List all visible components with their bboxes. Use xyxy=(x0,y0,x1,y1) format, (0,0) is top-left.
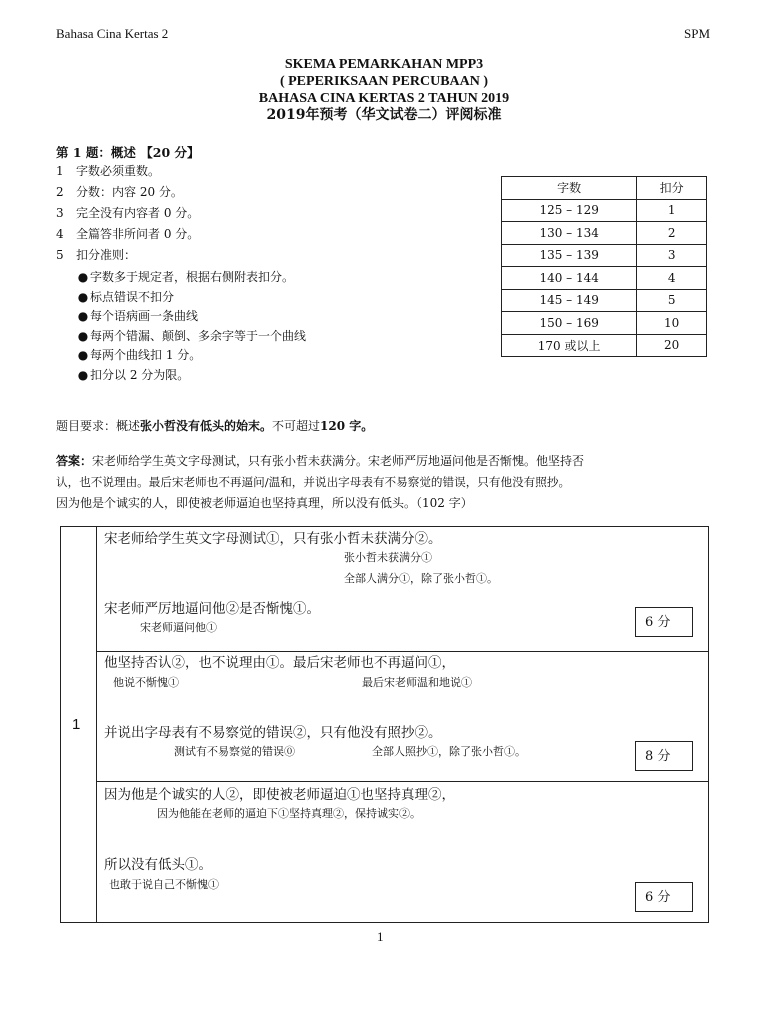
table-header-cell: 扣分 xyxy=(637,177,707,200)
bullet-text: 每两个错漏、颠倒、多余字等于一个曲线 xyxy=(90,328,307,343)
section-2-sub-1a: 他说不惭愧① xyxy=(113,676,179,689)
bullet-text: 扣分以 2 分为限。 xyxy=(90,367,190,382)
section-3-sub-1: 因为他能在老师的逼迫下①坚持真理②，保持诚实②。 xyxy=(157,807,421,820)
section-2-main-2: 并说出字母表有不易察觉的错误②，只有他没有照抄②。 xyxy=(104,725,442,741)
table-row xyxy=(502,334,707,357)
answer-text: 宋老师给学生英文字母测试，只有张小哲未获满分。宋老师严厉地逼问他是否惭愧。他坚持否 xyxy=(92,454,585,468)
bullet-text: 每个语病画一条曲线 xyxy=(90,309,199,323)
table-cell: 20 xyxy=(637,334,707,357)
bullet-dot-icon: ● xyxy=(77,328,89,343)
requirement xyxy=(56,416,373,437)
answer-label: 答案： xyxy=(56,454,93,468)
table-cell: 3 xyxy=(637,244,707,267)
table-cell: 130 – 134 xyxy=(502,222,637,245)
requirement-limit: 120 字。 xyxy=(320,419,374,433)
deduction-table xyxy=(501,176,707,357)
bullet-dot-icon: ● xyxy=(77,289,89,304)
section-3-sub-2: 也敢于说自己不惭愧① xyxy=(109,878,219,891)
bullet-item xyxy=(76,307,306,327)
rule-item xyxy=(56,203,199,224)
rule-item xyxy=(56,182,199,203)
table-header-row xyxy=(502,177,707,200)
answer-line: 因为他是个诚实的人，即使被老师逼迫也坚持真理，所以没有低头。（102 字） xyxy=(56,496,473,510)
row-divider xyxy=(96,781,709,782)
section-3-main-2: 所以没有低头①。 xyxy=(104,857,212,873)
table-cell: 2 xyxy=(637,222,707,245)
section-2-sub-2a: 测试有不易察觉的错误⓪ xyxy=(174,745,295,758)
header-right: SPM xyxy=(684,26,711,41)
table-row xyxy=(502,222,707,245)
answer-line xyxy=(56,451,756,472)
section-1-main-2: 宋老师严厉地逼问他②是否惭愧①。 xyxy=(104,601,320,617)
rule-number: 2 xyxy=(56,185,64,199)
section-2-sub-2b: 全部人照抄①，除了张小哲①。 xyxy=(372,745,526,758)
table-row xyxy=(502,312,707,335)
table-row xyxy=(502,199,707,222)
answer-line: 认，也不说理由。最后宋老师也不再逼问/温和，并说出字母表有不易察觉的错误，只有他没有照抄。 xyxy=(56,475,571,489)
bullet-text: 标点错误不扣分 xyxy=(90,289,175,304)
section-2-sub-1b: 最后宋老师温和地说① xyxy=(362,676,472,689)
bullet-item xyxy=(76,366,306,386)
row-divider xyxy=(96,651,709,652)
bullet-text: 每两个曲线扣 1 分。 xyxy=(90,348,202,362)
section-1-main-1: 宋老师给学生英文字母测试①，只有张小哲未获满分②。 xyxy=(104,531,442,547)
section-2-main-1: 他坚持否认②，也不说理由①。最后宋老师也不再逼问①， xyxy=(104,655,455,671)
bullet-dot-icon: ● xyxy=(77,309,89,323)
bullet-list xyxy=(76,268,306,385)
rule-number: 5 xyxy=(56,248,64,262)
rule-item xyxy=(56,224,199,245)
title-line-4: 2019年预考（华文试卷二）评阅标准 xyxy=(266,107,502,123)
table-cell: 1 xyxy=(637,199,707,222)
section-2-score: 8 分 xyxy=(635,741,693,771)
rule-text: 完全没有内容者 0 分。 xyxy=(76,206,200,220)
rule-text: 分数：内容 20 分。 xyxy=(76,185,183,199)
title-line-2: ( PEPERIKSAAN PERCUBAAN ) xyxy=(279,74,489,89)
title-line-1: SKEMA PEMARKAHAN MPP3 xyxy=(284,57,484,72)
bullet-item xyxy=(76,346,306,366)
table-cell: 10 xyxy=(637,312,707,335)
table-row xyxy=(502,267,707,290)
question-number: 1 xyxy=(72,716,81,733)
bullet-item xyxy=(76,288,306,308)
question-heading-text: 第 1 题：概述 【20 分】 xyxy=(56,145,200,160)
table-cell: 170 或以上 xyxy=(502,334,637,357)
section-3-main-1: 因为他是个诚实的人②，即使被老师逼迫①也坚持真理②， xyxy=(104,787,455,803)
rule-item xyxy=(56,245,199,266)
section-1-sub-2: 宋老师逼问他① xyxy=(140,621,217,634)
rule-text: 扣分准则： xyxy=(76,248,137,262)
bullet-dot-icon: ● xyxy=(77,348,89,362)
rule-number: 3 xyxy=(56,206,64,220)
table-cell: 140 – 144 xyxy=(502,267,637,290)
bullet-text: 字数多于规定者，根据右侧附表扣分。 xyxy=(90,270,295,284)
rule-number: 1 xyxy=(56,164,64,178)
table-row xyxy=(502,244,707,267)
section-3-score: 6 分 xyxy=(635,882,693,912)
rules-list xyxy=(56,161,199,266)
bullet-dot-icon: ● xyxy=(77,270,89,284)
bullet-item xyxy=(76,327,306,347)
bullet-item xyxy=(76,268,306,288)
question-heading xyxy=(56,143,200,163)
table-cell: 150 – 169 xyxy=(502,312,637,335)
table-cell: 125 – 129 xyxy=(502,199,637,222)
section-1-sub-1b: 全部人满分①，除了张小哲①。 xyxy=(344,572,498,585)
rule-item xyxy=(56,161,199,182)
section-1-sub-1a: 张小哲未获满分① xyxy=(344,551,432,564)
rule-number: 4 xyxy=(56,227,64,241)
table-row xyxy=(502,289,707,312)
column-divider xyxy=(96,526,97,923)
table-cell: 5 xyxy=(637,289,707,312)
section-1-score: 6 分 xyxy=(635,607,693,637)
requirement-topic: 张小哲没有低头的始末。 xyxy=(140,419,273,433)
table-header-cell: 字数 xyxy=(502,177,637,200)
table-cell: 4 xyxy=(637,267,707,290)
title-line-3: BAHASA CINA KERTAS 2 TAHUN 2019 xyxy=(258,91,510,106)
requirement-suffix: 不可超过 xyxy=(272,419,321,433)
bullet-dot-icon: ● xyxy=(77,367,89,382)
rule-text: 全篇答非所问者 0 分。 xyxy=(76,227,200,241)
requirement-prefix: 题目要求：概述 xyxy=(56,419,141,433)
rule-text: 字数必须重数。 xyxy=(76,164,161,178)
table-cell: 135 – 139 xyxy=(502,244,637,267)
table-cell: 145 – 149 xyxy=(502,289,637,312)
page-number: 1 xyxy=(377,929,384,944)
answer-block xyxy=(56,451,756,514)
header-left: Bahasa Cina Kertas 2 xyxy=(56,26,169,41)
